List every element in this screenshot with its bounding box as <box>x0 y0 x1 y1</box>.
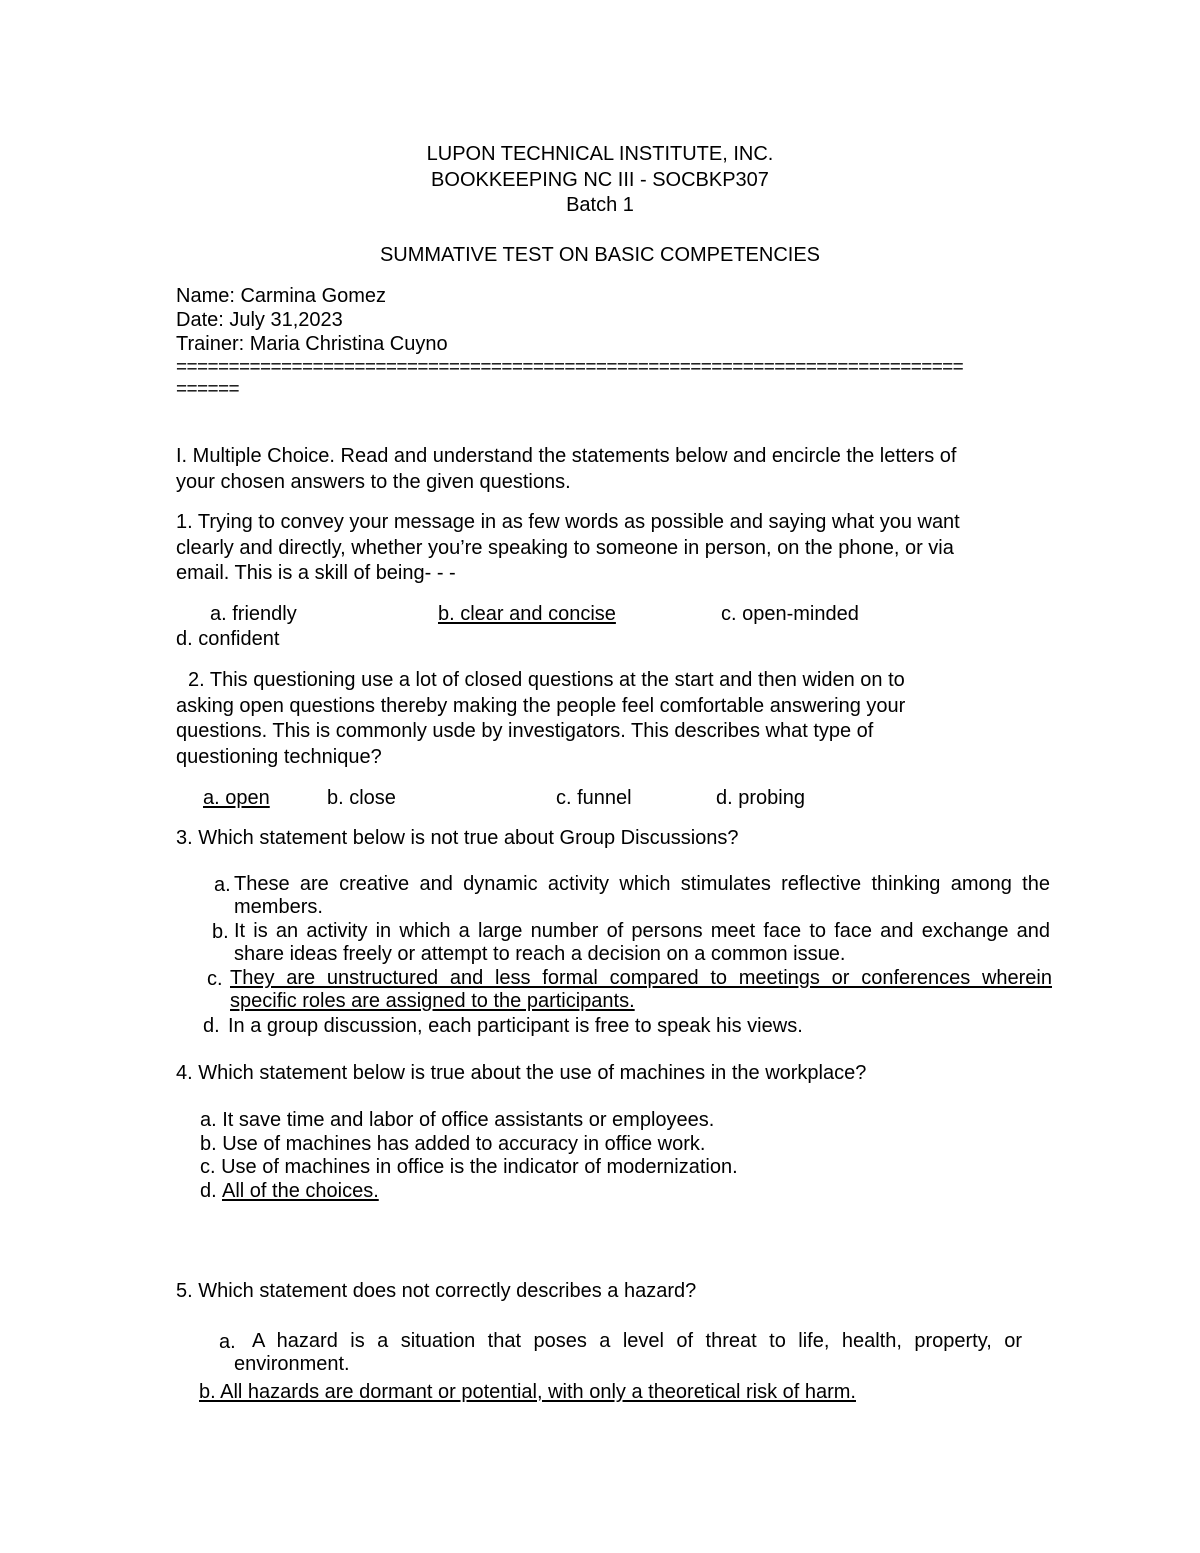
instructions-line-1: I. Multiple Choice. Read and understand the statements below and encircle the letters of <box>176 445 957 467</box>
q1-choice-d: d. confident <box>176 628 280 650</box>
q3-choice-c-text: They are unstructured and less formal compared to meetings or conferences wherein specific roles are assigned to the participants. <box>230 967 1052 1012</box>
institute-name: LUPON TECHNICAL INSTITUTE, INC. <box>426 143 774 165</box>
q3-choice-a-text: These are creative and dynamic activity which stimulates reflective thinking among the members. <box>234 873 1050 918</box>
q1-line-3: email. This is a skill of being- - - <box>176 562 456 584</box>
q4-choice-c: c. Use of machines in office is the indicator of modernization. <box>200 1156 738 1178</box>
instructions-line-2: your chosen answers to the given questions. <box>176 471 571 493</box>
name-field: Name: Carmina Gomez <box>176 285 387 307</box>
q4-choice-d-text: All of the choices. <box>222 1180 379 1202</box>
trainer-field: Trainer: Maria Christina Cuyno <box>176 333 448 355</box>
q1-line-2: clearly and directly, whether you’re speaking to someone in person, on the phone, or via <box>176 537 954 559</box>
q2-choice-a: a. open <box>203 787 270 809</box>
q2-line-3: questions. This is commonly usde by investigators. This describes what type of <box>176 720 874 742</box>
q5-stem: 5. Which statement does not correctly describes a hazard? <box>176 1280 697 1302</box>
q3-choice-b-text: It is an activity in which a large number of persons meet face to face and exchange and share ideas freely or attempt to reach a decision on a common issue. <box>234 920 1050 965</box>
q3-choice-c-label: c. <box>207 968 223 990</box>
q3-choice-d-label: d. <box>203 1015 220 1037</box>
q2-line-4: questioning technique? <box>176 746 382 768</box>
q2-choice-d: d. probing <box>716 787 805 809</box>
q4-choice-a: a. It save time and labor of office assistants or employees. <box>200 1109 715 1131</box>
q1-choice-c: c. open-minded <box>721 603 859 625</box>
course-title: BOOKKEEPING NC III - SOCBKP307 <box>431 169 769 191</box>
q3-stem: 3. Which statement below is not true about Group Discussions? <box>176 827 739 849</box>
batch-label: Batch 1 <box>566 194 634 216</box>
q2-line-2: asking open questions thereby making the people feel comfortable answering your <box>176 695 906 717</box>
q2-choice-b: b. close <box>327 787 396 809</box>
q5-choice-a-label: a. <box>219 1331 236 1353</box>
q1-choice-a: a. friendly <box>210 603 297 625</box>
date-field: Date: July 31,2023 <box>176 309 343 331</box>
q3-choice-d-text: In a group discussion, each participant is free to speak his views. <box>228 1015 803 1037</box>
q3-choice-a-label: a. <box>214 874 231 896</box>
q4-choice-b: b. Use of machines has added to accuracy in office work. <box>200 1133 706 1155</box>
test-title: SUMMATIVE TEST ON BASIC COMPETENCIES <box>379 244 821 266</box>
q3-choice-b-label: b. <box>212 921 229 943</box>
q2-choice-c: c. funnel <box>556 787 632 809</box>
q1-line-1: 1. Trying to convey your message in as few words as possible and saying what you want <box>176 511 960 533</box>
q2-line-1: 2. This questioning use a lot of closed questions at the start and then widen on to <box>188 669 905 691</box>
q4-choice-d-label: d. <box>200 1180 217 1202</box>
separator-line-2: ====== <box>176 379 239 400</box>
q1-choice-b: b. clear and concise <box>438 603 616 625</box>
separator-line-1: =========================================================================== <box>176 357 964 378</box>
q5-choice-a-text: A hazard is a situation that poses a level of threat to life, health, property, or environment. <box>234 1330 1022 1375</box>
q5-choice-b: b. All hazards are dormant or potential, with only a theoretical risk of harm. <box>199 1381 856 1403</box>
q4-stem: 4. Which statement below is true about the use of machines in the workplace? <box>176 1062 867 1084</box>
